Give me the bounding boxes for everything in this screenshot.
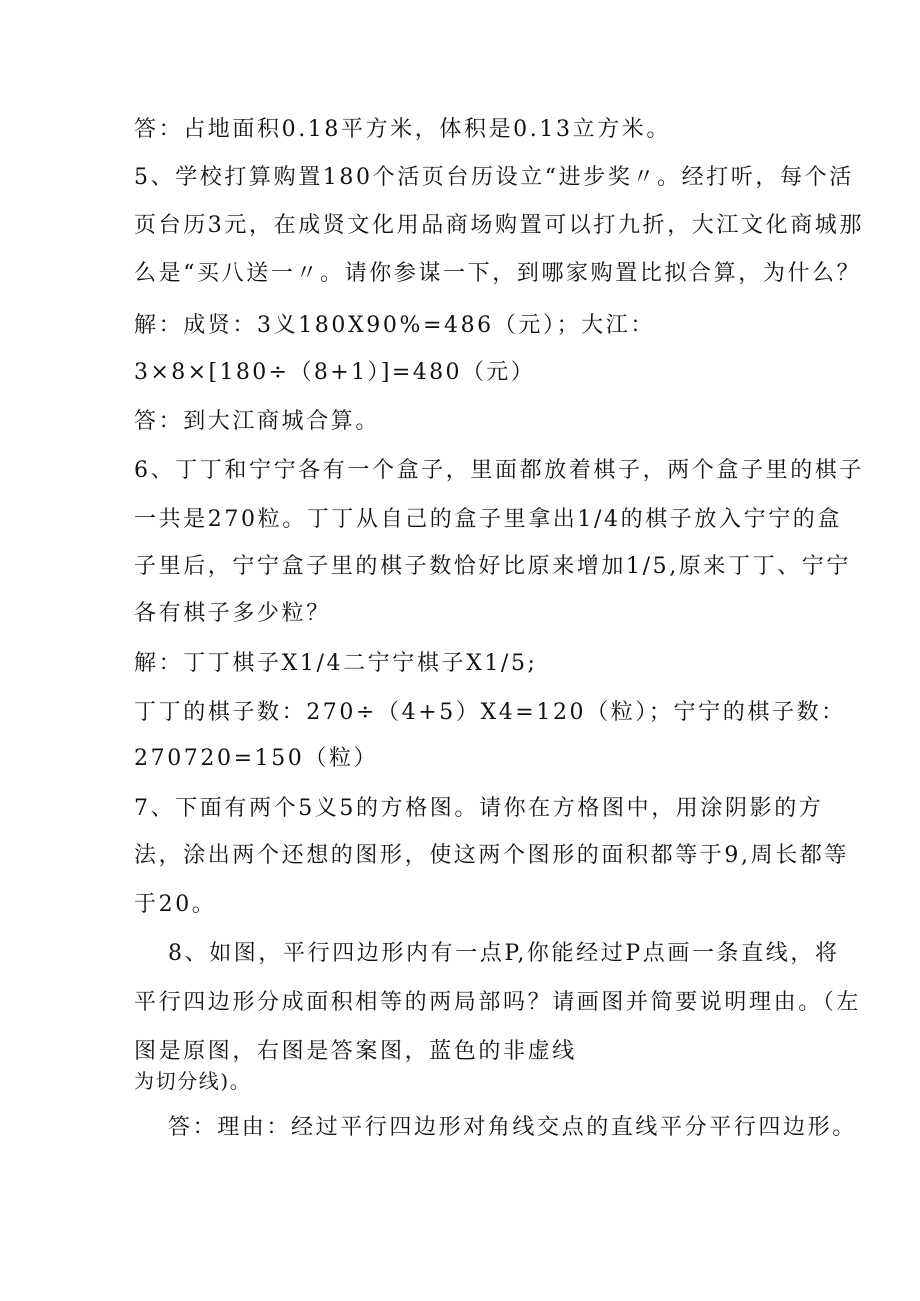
problem-8-line-3: 图是原图，右图是答案图，蓝色的非虚线 — [134, 1039, 577, 1064]
problem-6-line-1: 6、丁丁和宁宁各有一个盒子，里面都放着棋子，两个盒子里的棋子 — [134, 458, 864, 483]
problem-7-line-2: 法，涂出两个还想的图形，使这两个图形的面积都等于9,周长都等 — [134, 843, 849, 868]
problem-8-line-1: 8、如图，平行四边形内有一点P,你能经过P点画一条直线，将 — [168, 941, 840, 966]
answer-8-line: 答：理由：经过平行四边形对角线交点的直线平分平行四边形。 — [168, 1115, 857, 1140]
solution-6-line-1: 解：丁丁棋子X1/4二宁宁棋子X1/5; — [134, 651, 538, 676]
answer-line-4: 答：占地面积0.18平方米，体积是0.13立方米。 — [134, 117, 671, 142]
solution-5-line-1: 解：成贤：3义180X90%=486（元）；大江： — [134, 313, 655, 338]
problem-8-line-4: 为切分线)。 — [134, 1069, 252, 1093]
solution-6-line-3: 270720=150（粒） — [134, 746, 379, 771]
problem-8-line-2: 平行四边形分成面积相等的两局部吗？请画图并简要说明理由。（左 — [134, 990, 862, 1015]
solution-6-line-2: 丁丁的棋子数：270÷（4+5）X4=120（粒）；宁宁的棋子数： — [134, 700, 846, 725]
problem-7-line-3: 于20。 — [134, 892, 217, 917]
problem-5-line-3: 么是“买八送一〃。请你参谋一下，到哪家购置比拟合算，为什么？ — [134, 261, 862, 286]
problem-6-line-4: 各有棋子多少粒？ — [134, 601, 331, 626]
solution-5-line-2: 3×8×[180÷（8+1）]=480（元） — [134, 360, 536, 385]
problem-5-line-1: 5、学校打算购置180个活页台历设立“进步奖〃。经打听，每个活 — [134, 165, 854, 190]
problem-5-line-2: 页台历3元，在成贤文化用品商场购置可以打九折，大江文化商城那 — [134, 213, 864, 238]
answer-5-line: 答：到大江商城合算。 — [134, 409, 381, 434]
problem-6-line-3: 子里后，宁宁盒子里的棋子数恰好比原来增加1/5,原来丁丁、宁宁 — [134, 554, 852, 579]
problem-7-line-1: 7、下面有两个5义5的方格图。请你在方格图中，用涂阴影的方 — [134, 796, 824, 821]
problem-6-line-2: 一共是270粒。丁丁从自己的盒子里拿出1/4的棋子放入宁宁的盒 — [134, 507, 842, 532]
